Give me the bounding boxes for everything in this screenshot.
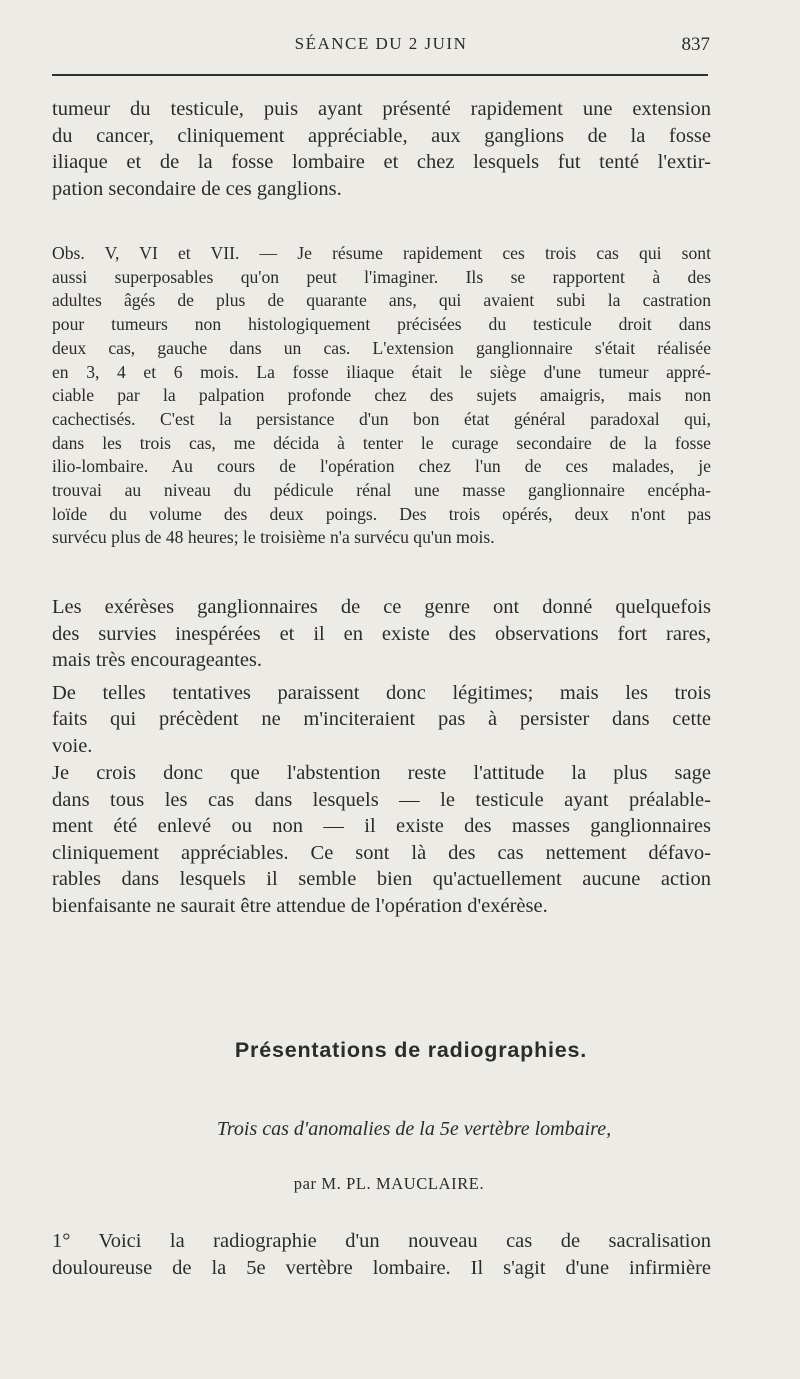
text-line: ilio-lombaire. Au cours de l'opération chez l'un de ces malades, je (52, 456, 711, 477)
article-byline: par M. PL. MAUCLAIRE. (293, 1174, 485, 1193)
text-line: aussi superposables qu'on peut l'imaginer. Ils se rapportent à des (52, 266, 711, 287)
text-line: adultes âgés de plus de quarante ans, qui avaient subi la castration (52, 290, 711, 311)
header-rule (52, 74, 708, 76)
text-line: Je crois donc que l'abstention reste l'attitude la plus sage (52, 762, 711, 784)
text-line: trouvai au niveau du pédicule rénal une masse ganglionnaire encépha- (52, 480, 711, 501)
text-line: ment été enlevé ou non — il existe des masses ganglionnaires (52, 815, 711, 838)
paragraph-radiographie (52, 1228, 711, 1282)
text-line: Les exérèses ganglionnaires de ce genre ont donné quelquefois (52, 596, 711, 618)
text-line: du cancer, cliniquement appréciable, aux ganglions de la fosse (52, 124, 711, 147)
text-line: Obs. V, VI et VII. — Je résume rapidement ces trois cas qui sont (52, 243, 711, 263)
text-line: 1° Voici la radiographie d'un nouveau cas de sacralisation (52, 1230, 711, 1252)
text-line: rables dans lesquels il semble bien qu'actuellement aucune action (52, 868, 711, 891)
text-line: De telles tentatives paraissent donc légitimes; mais les trois (52, 682, 711, 704)
text-line: des survies inespérées et il en existe des observations fort rares, (52, 622, 711, 645)
text-line: cachectisés. C'est la persistance d'un bon état général paradoxal qui, (52, 408, 711, 429)
text-line: cliniquement appréciables. Ce sont là des cas nettement défavo- (52, 841, 711, 864)
text-line: deux cas, gauche dans un cas. L'extension ganglionnaire s'était réalisée (52, 337, 711, 358)
text-line: ciable par la palpation profonde chez des sujets amaigris, mais non (52, 385, 711, 406)
page-header (52, 34, 710, 64)
text-line: loïde du volume des deux poings. Des trois opérés, deux n'ont pas (52, 503, 711, 524)
text-line: mais très encourageantes. (52, 649, 263, 672)
text-line: voie. (52, 734, 93, 757)
paragraph-abstention (52, 760, 711, 920)
paragraph-tumeur-continuation (52, 96, 711, 202)
text-line: douloureuse de la 5e vertèbre lombaire. Il s'agit d'une infirmière (52, 1257, 711, 1279)
text-line: bienfaisante ne saurait être attendue de l'opération d'exérèse. (52, 894, 548, 917)
page-number: 837 (681, 34, 710, 55)
text-line: dans tous les cas dans lesquels — le testicule ayant préalable- (52, 788, 711, 811)
text-line: pation secondaire de ces ganglions. (52, 177, 342, 200)
text-line: faits qui précèdent ne m'inciteraient pas à persister dans cette (52, 708, 711, 731)
section-heading: Présentations de radiographies. (234, 1038, 588, 1062)
running-head: SÉANCE DU 2 JUIN (294, 34, 468, 53)
text-line: iliaque et de la fosse lombaire et chez lesquels fut tenté l'extir- (52, 151, 711, 173)
paragraph-exereses (52, 594, 711, 674)
text-line: pour tumeurs non histologiquement précisées du testicule droit dans (52, 314, 711, 335)
article-subtitle: Trois cas d'anomalies de la 5e vertèbre lombaire, (216, 1118, 612, 1140)
paragraph-observations (52, 242, 711, 550)
text-line: en 3, 4 et 6 mois. La fosse iliaque était le siège d'une tumeur appré- (52, 361, 711, 382)
text-line: survécu plus de 48 heures; le troisième n'a survécu qu'un mois. (52, 527, 495, 548)
text-line: dans les trois cas, me décida à tenter le curage secondaire de la fosse (52, 432, 711, 453)
text-line: tumeur du testicule, puis ayant présenté rapidement une extension (52, 98, 711, 120)
paragraph-tentatives (52, 680, 711, 759)
